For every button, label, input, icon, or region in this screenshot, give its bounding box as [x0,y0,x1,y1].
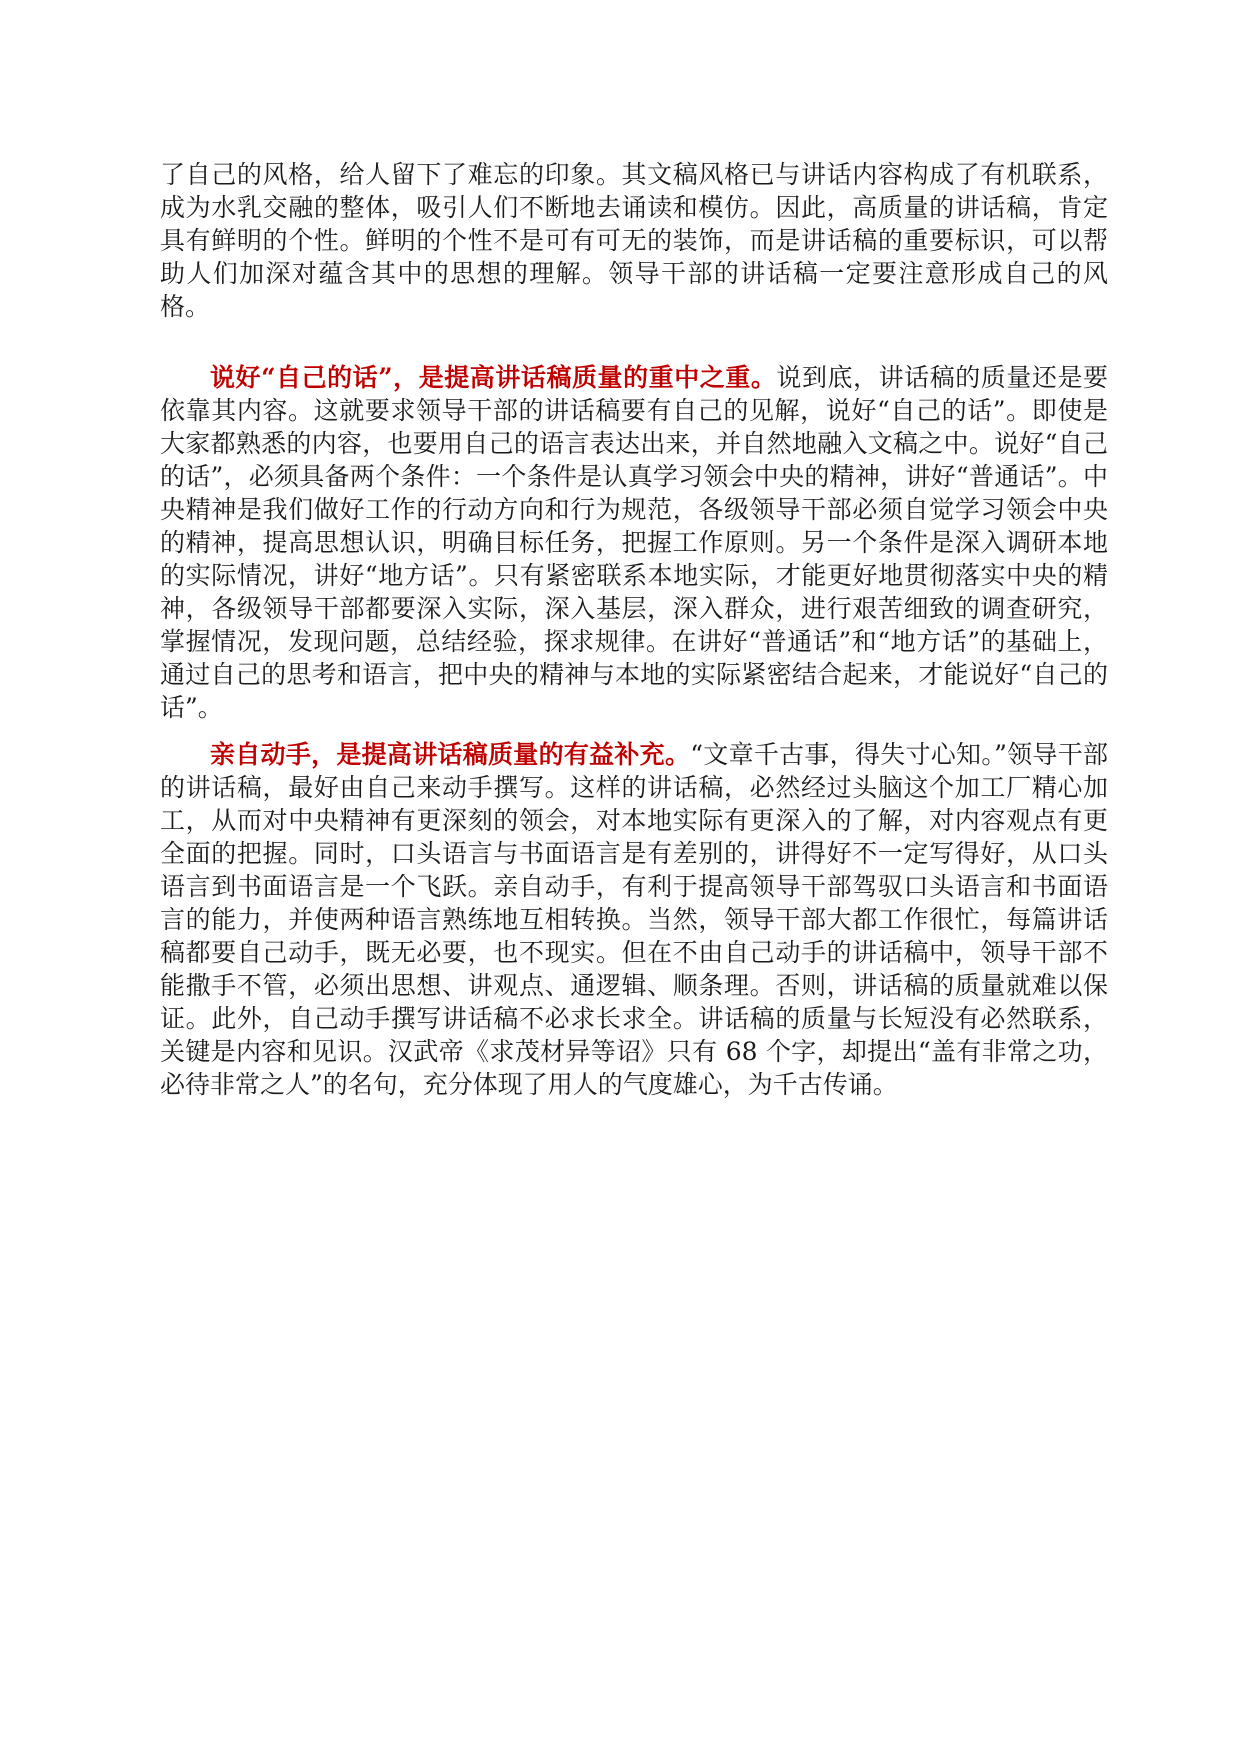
paragraph-heading: 亲自动手，是提高讲话稿质量的有益补充。 [210,740,691,769]
paragraph-text: 了自己的风格，给人留下了难忘的印象。其文稿风格已与讲话内容构成了有机联系，成为水乳交融的整体，吸引人们不断地去诵读和模仿。因此，高质量的讲话稿，肯定具有鲜明的个性。鲜明的个性不是可有可无的装饰，而是讲话稿的重要标识，可以帮助人们加深对蕴含其中的思想的理解。领导干部的讲话稿一定要注意形成自己的风格。 [160,160,1108,321]
paragraph-style-continuation [160,158,1108,323]
paragraph-text: 说到底，讲话稿的质量还是要依靠其内容。这就要求领导干部的讲话稿要有自己的见解，说好“自己的话”。即使是大家都熟悉的内容，也要用自己的语言表达出来，并自然地融入文稿之中。说好“自己的话”，必须具备两个条件：一个条件是认真学习领会中央的精神，讲好“普通话”。中央精神是我们做好工作的行动方向和行为规范，各级领导干部必须自觉学习领会中央的精神，提高思想认识，明确目标任务，把握工作原则。另一个条件是深入调研本地的实际情况，讲好“地方话”。只有紧密联系本地实际，才能更好地贯彻落实中央的精神，各级领导干部都要深入实际，深入基层，深入群众，进行艰苦细致的调查研究，掌握情况，发现问题，总结经验，探求规律。在讲好“普通话”和“地方话”的基础上，通过自己的思考和语言，把中央的精神与本地的实际紧密结合起来，才能说好“自己的话”。 [160,363,1108,722]
paragraph-own-words [160,361,1108,724]
document-body [160,158,1108,1115]
paragraph-text: “文章千古事，得失寸心知。”领导干部的讲话稿，最好由自己来动手撰写。这样的讲话稿，必然经过头脑这个加工厂精心加工，从而对中央精神有更深刻的领会，对本地实际有更深入的了解，对内容观点有更全面的把握。同时，口头语言与书面语言是有差别的，讲得好不一定写得好，从口头语言到书面语言是一个飞跃。亲自动手，有利于提高领导干部驾驭口头语言和书面语言的能力，并使两种语言熟练地互相转换。当然，领导干部大都工作很忙，每篇讲话稿都要自己动手，既无必要，也不现实。但在不由自己动手的讲话稿中，领导干部不能撒手不管，必须出思想、讲观点、通逻辑、顺条理。否则，讲话稿的质量就难以保证。此外，自己动手撰写讲话稿不必求长求全。讲话稿的质量与长短没有必然联系，关键是内容和见识。汉武帝《求茂材异等诏》只有 68 个字，却提出“盖有非常之功，必待非常之人”的名句，充分体现了用人的气度雄心，为千古传诵。 [160,740,1108,1099]
paragraph-heading: 说好“自己的话”，是提高讲话稿质量的重中之重。 [210,363,777,392]
paragraph-write-yourself [160,738,1108,1101]
